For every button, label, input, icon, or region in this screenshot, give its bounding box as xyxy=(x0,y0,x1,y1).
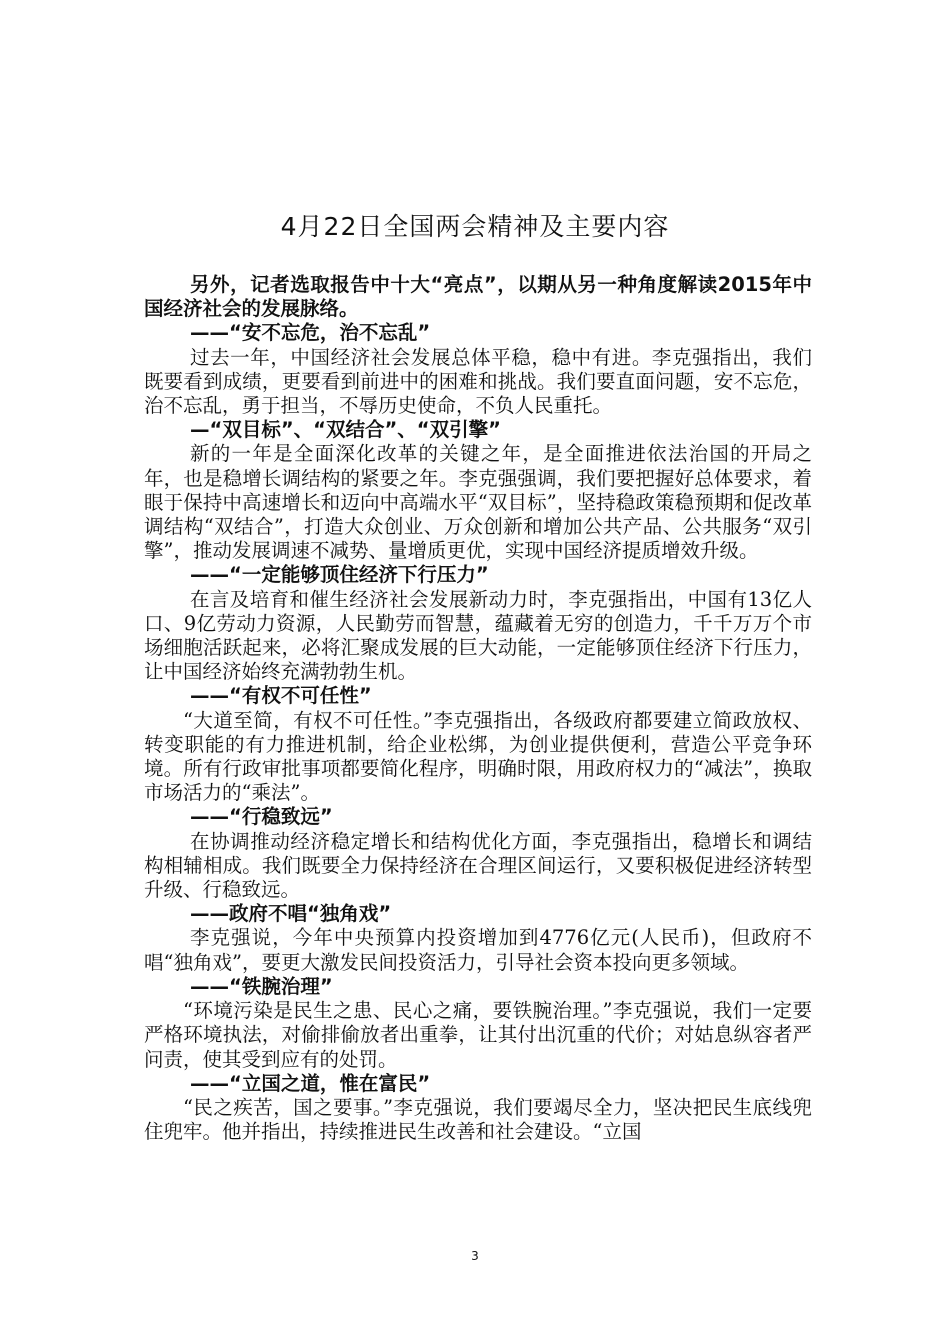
section-heading: —“双目标”、“双结合”、“双引擎” xyxy=(190,418,501,442)
section-heading: ——“有权不可任性” xyxy=(190,684,372,708)
page-number: 3 xyxy=(471,1249,479,1263)
section-paragraph: 在协调推动经济稳定增长和结构优化方面，李克强指出，稳增长和调结构相辅相成。我们既要全力保持经济在合理区间运行，又要积极促进经济转型升级、行稳致远。 xyxy=(144,829,812,902)
section-heading: ——“铁腕治理” xyxy=(190,974,333,998)
section-paragraph: “民之疾苦，国之要事。”李克强说，我们要竭尽全力，坚决把民生底线兜住兜牢。他并指出，持续推进民生改善和社会建设。“立国 xyxy=(144,1095,812,1144)
section-heading: ——政府不唱“独角戏” xyxy=(190,902,392,926)
section-paragraph: 过去一年，中国经济社会发展总体平稳，稳中有进。李克强指出，我们既要看到成绩，更要看到前进中的困难和挑战。我们要直面问题，安不忘危，治不忘乱，勇于担当，不辱历史使命，不负人民重托。 xyxy=(144,345,812,418)
section-heading: ——“立国之道，惟在富民” xyxy=(190,1071,431,1095)
section-paragraph: “环境污染是民生之患、民心之痛，要铁腕治理。”李克强说，我们一定要严格环境执法，对偷排偷放者出重拳，让其付出沉重的代价；对姑息纵容者严问责，使其受到应有的处罚。 xyxy=(144,999,812,1071)
lead-paragraph: 另外，记者选取报告中十大“亮点”，以期从另一种角度解读2015年中国经济社会的发展脉络。 xyxy=(144,273,812,321)
section-paragraph: 在言及培育和催生经济社会发展新动力时，李克强指出，中国有13亿人口、9亿劳动力资源，人民勤劳而智慧，蕴藏着无穷的创造力，千千万万个市场细胞活跃起来，必将汇聚成发展的巨大动能，一定能够顶住经济下行压力，让中国经济始终充满勃勃生机。 xyxy=(144,587,812,684)
section-paragraph: 李克强说，今年中央预算内投资增加到4776亿元(人民币)，但政府不唱“独角戏”，要更大激发民间投资活力，引导社会资本投向更多领域。 xyxy=(144,926,812,974)
section-heading: ——“安不忘危，治不忘乱” xyxy=(190,321,431,345)
section-paragraph: “大道至简，有权不可任性。”李克强指出，各级政府都要建立简政放权、转变职能的有力推进机制，给企业松绑，为创业提供便利，营造公平竞争环境。所有行政审批事项都要简化程序，明确时限，用政府权力的“减法”，换取市场活力的“乘法”。 xyxy=(144,708,812,805)
page-title: 4月22日全国两会精神及主要内容 xyxy=(280,212,670,241)
section-paragraph: 新的一年是全面深化改革的关键之年，是全面推进依法治国的开局之年，也是稳增长调结构的紧要之年。李克强强调，我们要把握好总体要求，着眼于保持中高速增长和迈向中高端水平“双目标”，坚持稳政策稳预期和促改革调结构“双结合”，打造大众创业、万众创新和增加公共产品、公共服务“双引擎”，推动发展调速不减势、量增质更优，实现中国经济提质增效升级。 xyxy=(144,442,812,563)
section-heading: ——“行稳致远” xyxy=(190,805,333,829)
section-heading: ——“一定能够顶住经济下行压力” xyxy=(190,563,489,587)
document-body xyxy=(144,273,812,1144)
